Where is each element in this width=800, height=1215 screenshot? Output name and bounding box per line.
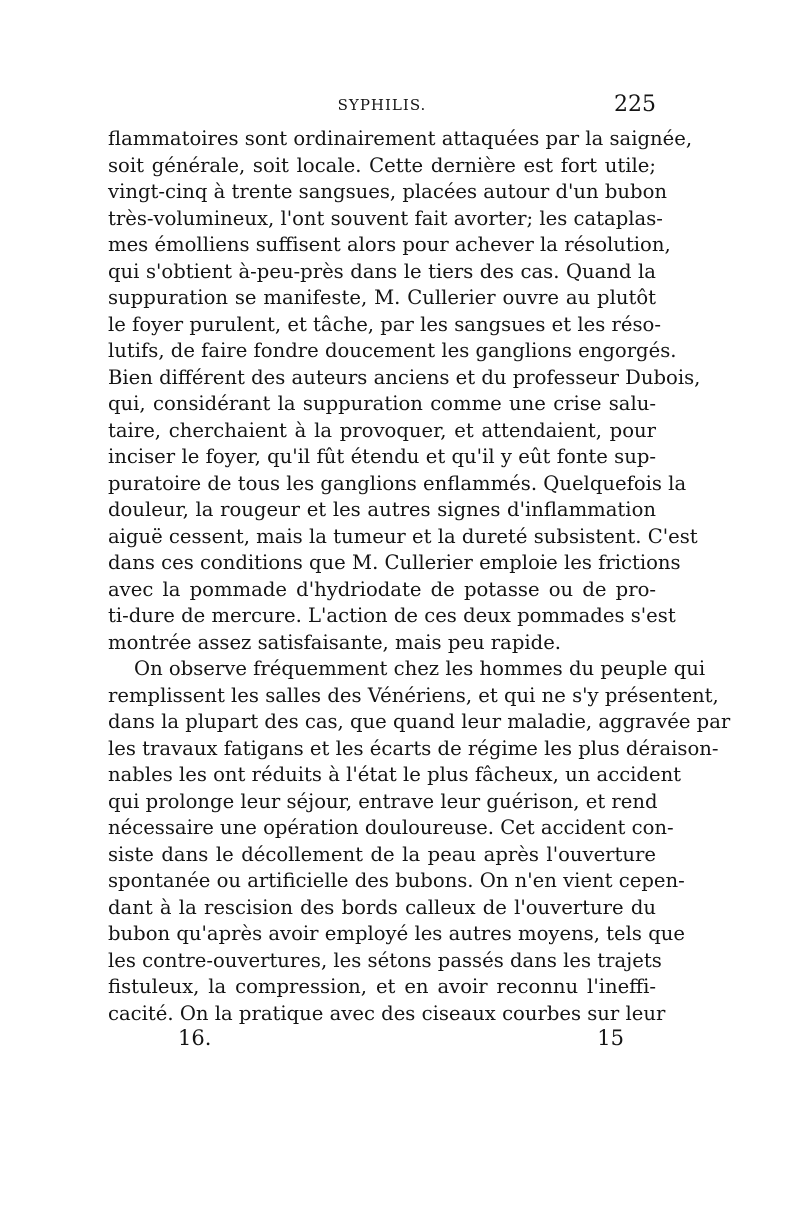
folio-mark: 15 bbox=[597, 1026, 624, 1050]
text-line: dans la plupart des cas, que quand leur maladie, aggravée par bbox=[108, 710, 731, 733]
text-line: soit générale, soit locale. Cette dernière est fort utile; bbox=[108, 153, 656, 177]
paragraph-end-line: montrée assez satisfaisante, mais peu rapide. bbox=[108, 630, 562, 654]
text-line: dant à la rescision des bords calleux de l'ouverture du bbox=[108, 895, 656, 919]
text-line: fistuleux, la compression, et en avoir reconnu l'ineffi- bbox=[108, 975, 656, 998]
text-line: les travaux fatigans et les écarts de régime les plus déraison- bbox=[108, 736, 719, 760]
text-line: puratoire de tous les ganglions enflammés. Quelquefois la bbox=[108, 471, 687, 495]
paragraph-start-line: On observe fréquemment chez les hommes du peuple qui bbox=[134, 657, 706, 680]
text-line: bubon qu'après avoir employé les autres moyens, tels que bbox=[108, 922, 685, 945]
text-line: le foyer purulent, et tâche, par les sangsues et les réso- bbox=[108, 312, 661, 336]
text-line: les contre-ouvertures, les sétons passés dans les trajets bbox=[108, 948, 662, 972]
page-number: 225 bbox=[614, 92, 656, 117]
text-line: très-volumineux, l'ont souvent fait avorter; les cataplas- bbox=[108, 206, 663, 230]
signature-mark: 16. bbox=[178, 1026, 212, 1050]
text-line: taire, cherchaient à la provoquer, et attendaient, pour bbox=[108, 418, 656, 442]
text-line: dans ces conditions que M. Cullerier emploie les frictions bbox=[108, 551, 681, 574]
text-line: qui, considérant la suppuration comme une crise salu- bbox=[108, 392, 656, 415]
text-line: nables les ont réduits à l'état le plus fâcheux, un accident bbox=[108, 763, 682, 786]
text-line: avec la pommade d'hydriodate de potasse ou de pro- bbox=[108, 577, 656, 601]
page-header bbox=[108, 92, 656, 124]
text-body bbox=[108, 126, 731, 1027]
text-line: suppuration se manifeste, M. Cullerier ouvre au plutôt bbox=[108, 286, 656, 309]
text-line: spontanée ou artificielle des bubons. On n'en vient cepen- bbox=[108, 869, 685, 892]
text-line: aiguë cessent, mais la tumeur et la dureté subsistent. C'est bbox=[108, 524, 698, 548]
text-line: vingt-cinq à trente sangsues, placées autour d'un bubon bbox=[108, 180, 668, 203]
text-line: qui prolonge leur séjour, entrave leur guérison, et rend bbox=[108, 789, 658, 813]
page-footer bbox=[178, 1026, 624, 1056]
text-line: mes émolliens suffisent alors pour achever la résolution, bbox=[108, 233, 671, 256]
text-line: siste dans le décollement de la peau après l'ouverture bbox=[108, 842, 656, 866]
text-line: flammatoires sont ordinairement attaquées par la saignée, bbox=[108, 127, 693, 150]
text-line: douleur, la rougeur et les autres signes d'inflammation bbox=[108, 498, 656, 521]
text-line: nécessaire une opération douloureuse. Cet accident con- bbox=[108, 816, 674, 839]
running-title: SYPHILIS. bbox=[337, 96, 427, 114]
text-line: qui s'obtient à-peu-près dans le tiers des cas. Quand la bbox=[108, 259, 656, 283]
text-line: inciser le foyer, qu'il fût étendu et qu'il y eût fonte sup- bbox=[108, 445, 656, 468]
text-line: ti-dure de mercure. L'action de ces deux pommades s'est bbox=[108, 604, 676, 627]
text-line: lutifs, de faire fondre doucement les ganglions engorgés. bbox=[108, 339, 677, 362]
text-line: Bien différent des auteurs anciens et du professeur Dubois, bbox=[108, 365, 701, 389]
text-line: cacité. On la pratique avec des ciseaux courbes sur leur bbox=[108, 1001, 666, 1025]
text-line: remplissent les salles des Vénériens, et qui ne s'y présentent, bbox=[108, 683, 719, 707]
